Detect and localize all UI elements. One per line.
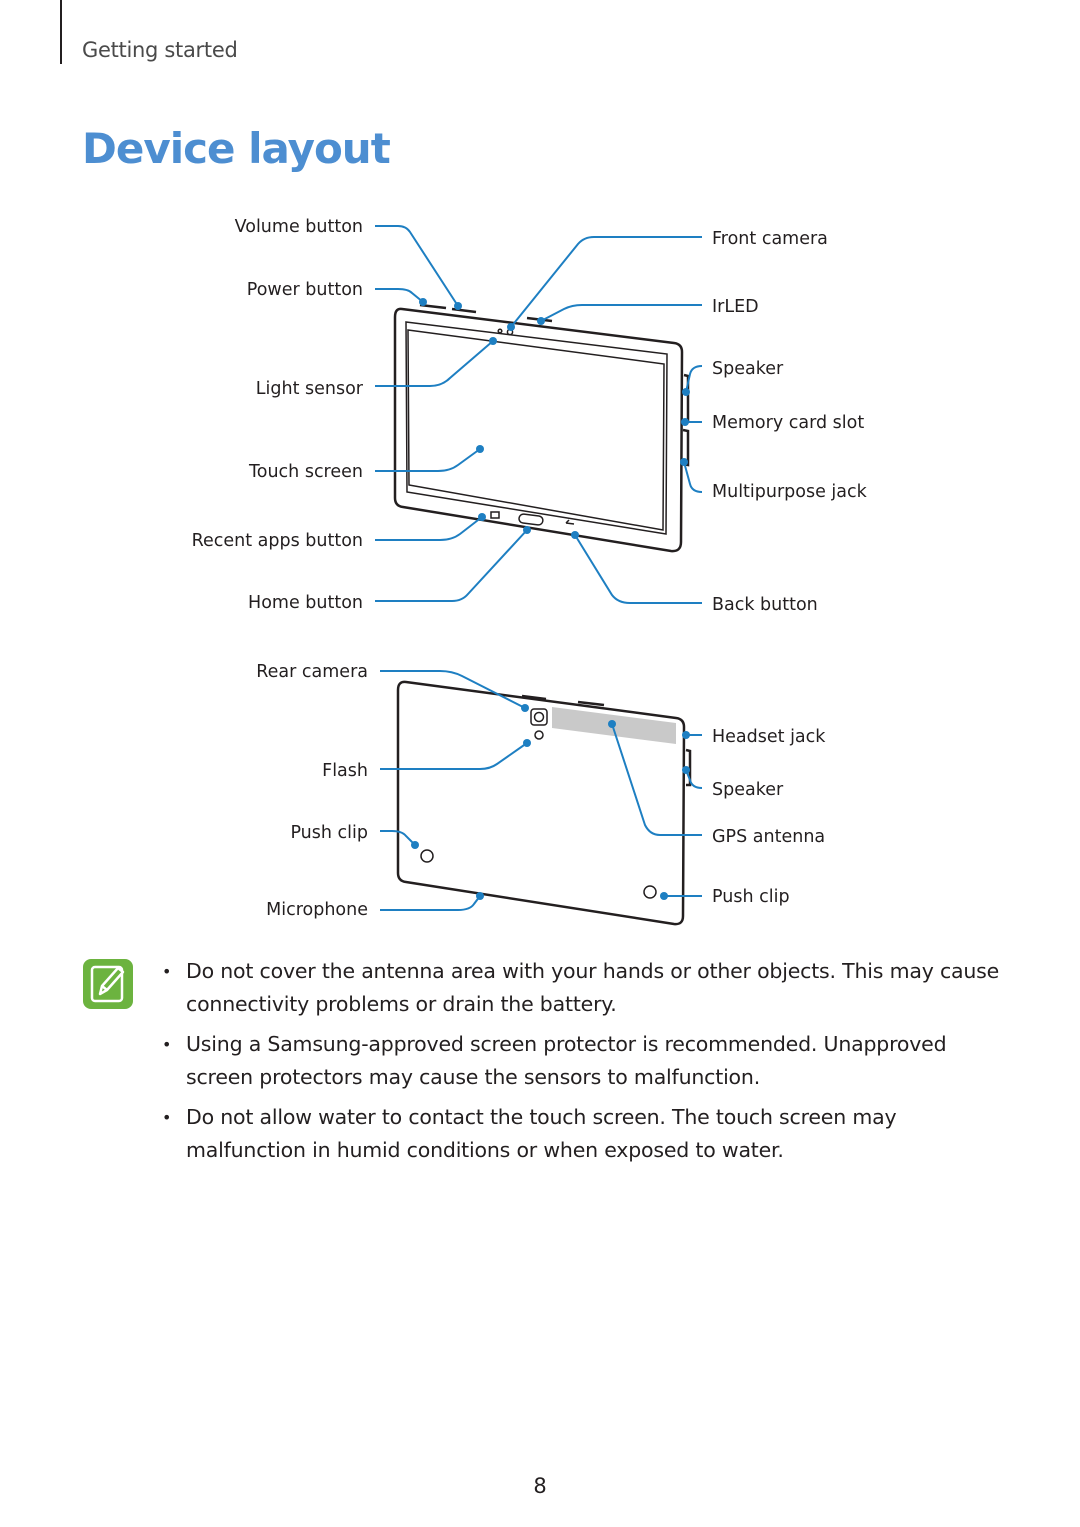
- device-layout-diagram: [0, 195, 1080, 940]
- callout-dot: [476, 445, 484, 453]
- section-header: Getting started: [82, 38, 238, 62]
- callout-dot: [682, 731, 690, 739]
- bullet: •: [162, 1035, 172, 1054]
- label-home-button: Home button: [248, 593, 363, 613]
- callout-dot: [478, 513, 486, 521]
- callout-dot: [682, 766, 690, 774]
- callout-dot: [681, 418, 689, 426]
- label-back-button: Back button: [712, 595, 818, 615]
- label-power-button: Power button: [246, 280, 363, 300]
- page-title: Device layout: [82, 124, 390, 173]
- callout-dot: [682, 388, 690, 396]
- callout-multipurpose-jack: [684, 462, 702, 492]
- callout-dot: [507, 323, 515, 331]
- callout-irled: [541, 305, 702, 321]
- label-push-clip-right: Push clip: [712, 887, 790, 907]
- label-speaker-front: Speaker: [712, 359, 784, 379]
- label-flash: Flash: [322, 761, 368, 781]
- callout-volume-button: [375, 226, 458, 306]
- label-microphone: Microphone: [266, 900, 368, 920]
- note-text: Do not cover the antenna area with your hands or other objects. This may cause connectivity problems or drain the battery.: [186, 959, 1000, 1016]
- tablet-back: [398, 682, 690, 924]
- label-light-sensor: Light sensor: [255, 379, 363, 399]
- callout-touch-screen: [375, 449, 480, 471]
- callout-dot: [411, 841, 419, 849]
- tablet-front: [395, 305, 688, 551]
- label-memory-card-slot: Memory card slot: [712, 413, 865, 433]
- label-push-clip-left: Push clip: [290, 823, 368, 843]
- label-gps-antenna: GPS antenna: [712, 827, 826, 847]
- callout-dot: [523, 739, 531, 747]
- label-multipurpose-jack: Multipurpose jack: [712, 482, 867, 502]
- header-rule: [60, 0, 62, 64]
- callout-dot: [537, 317, 545, 325]
- label-volume-button: Volume button: [234, 217, 363, 237]
- callout-dot: [419, 298, 427, 306]
- callout-power-button: [375, 289, 423, 302]
- label-front-camera: Front camera: [712, 229, 828, 249]
- label-speaker-back: Speaker: [712, 780, 784, 800]
- callout-dot: [476, 892, 484, 900]
- callout-recent-apps-button: [375, 517, 482, 540]
- callout-rear-camera: [380, 671, 525, 708]
- note-item: [160, 1101, 1010, 1167]
- callout-dot: [454, 302, 462, 310]
- callout-flash: [380, 743, 527, 769]
- bullet: •: [162, 962, 172, 981]
- note-item: [160, 955, 1010, 1021]
- page-number: 8: [533, 1474, 547, 1498]
- callout-microphone: [380, 896, 480, 910]
- callout-dot: [608, 720, 616, 728]
- callout-dot: [660, 892, 668, 900]
- callout-dot: [680, 458, 688, 466]
- notes-list: [160, 955, 1010, 1174]
- callout-dot: [523, 526, 531, 534]
- pencil-note-icon: [82, 958, 134, 1010]
- callout-light-sensor: [375, 341, 493, 386]
- note-text: Do not allow water to contact the touch screen. The touch screen may malfunction in humid conditions or when exposed to water.: [186, 1105, 897, 1162]
- label-rear-camera: Rear camera: [256, 662, 368, 682]
- callout-dot: [521, 704, 529, 712]
- callout-dot: [489, 337, 497, 345]
- label-irled: IrLED: [712, 297, 759, 317]
- label-recent-apps-button: Recent apps button: [191, 531, 363, 551]
- label-touch-screen: Touch screen: [249, 462, 363, 482]
- note-text: Using a Samsung-approved screen protector is recommended. Unapproved screen protectors may cause the sensors to malfunction.: [186, 1032, 947, 1089]
- note-item: [160, 1028, 1010, 1094]
- label-headset-jack: Headset jack: [712, 727, 826, 747]
- callout-dot: [571, 531, 579, 539]
- callout-front-camera: [511, 237, 702, 327]
- bullet: •: [162, 1108, 172, 1127]
